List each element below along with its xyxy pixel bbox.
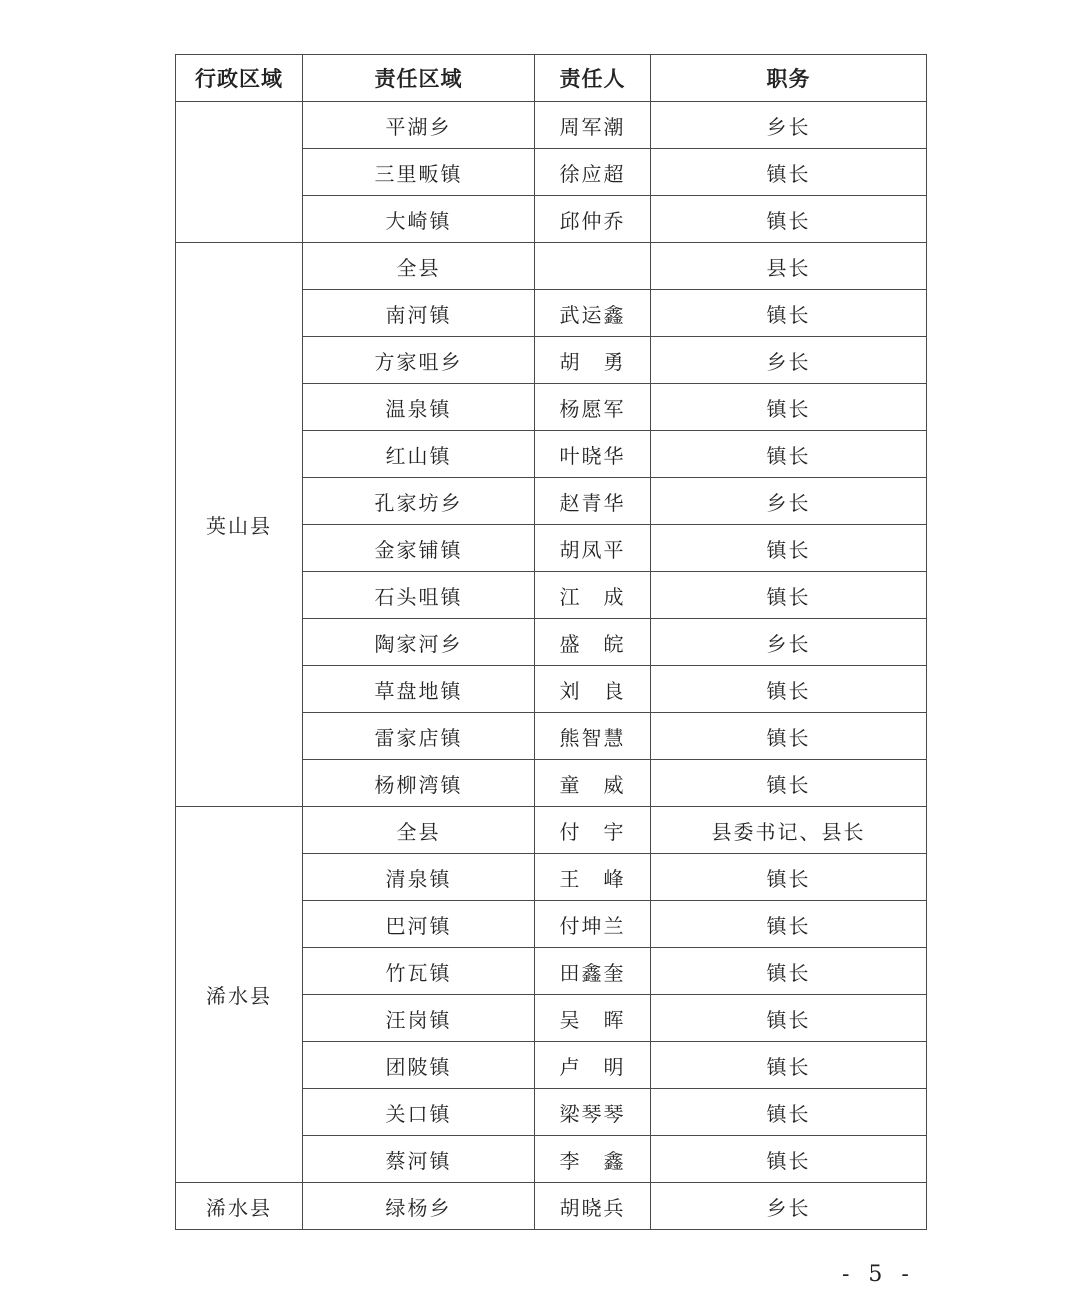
area-cell: 大崎镇	[303, 196, 535, 243]
area-cell: 平湖乡	[303, 102, 535, 149]
title-cell: 镇长	[651, 1042, 927, 1089]
person-cell: 付坤兰	[535, 901, 651, 948]
title-cell: 镇长	[651, 149, 927, 196]
title-cell: 镇长	[651, 901, 927, 948]
table-header-row	[176, 55, 927, 102]
title-cell: 乡长	[651, 337, 927, 384]
table-row	[176, 243, 927, 290]
title-cell: 镇长	[651, 948, 927, 995]
title-cell: 乡长	[651, 619, 927, 666]
area-cell: 关口镇	[303, 1089, 535, 1136]
area-cell: 巴河镇	[303, 901, 535, 948]
person-cell: 付 宇	[535, 807, 651, 854]
title-cell: 县长	[651, 243, 927, 290]
page-number: - 5 -	[842, 1262, 915, 1287]
person-cell: 江 成	[535, 572, 651, 619]
region-cell: 浠水县	[176, 807, 303, 1183]
person-cell: 卢 明	[535, 1042, 651, 1089]
person-cell: 叶晓华	[535, 431, 651, 478]
person-cell: 田鑫奎	[535, 948, 651, 995]
person-cell: 王 峰	[535, 854, 651, 901]
responsibility-table	[175, 54, 927, 1230]
person-cell: 胡晓兵	[535, 1183, 651, 1230]
title-cell: 镇长	[651, 666, 927, 713]
title-cell: 镇长	[651, 995, 927, 1042]
region-cell: 英山县	[176, 243, 303, 807]
area-cell: 雷家店镇	[303, 713, 535, 760]
person-cell: 童 威	[535, 760, 651, 807]
title-cell: 镇长	[651, 713, 927, 760]
area-cell: 全县	[303, 243, 535, 290]
area-cell: 红山镇	[303, 431, 535, 478]
person-cell: 徐应超	[535, 149, 651, 196]
area-cell: 杨柳湾镇	[303, 760, 535, 807]
person-cell: 梁琴琴	[535, 1089, 651, 1136]
region-cell: 浠水县	[176, 1183, 303, 1230]
area-cell: 团陂镇	[303, 1042, 535, 1089]
area-cell: 绿杨乡	[303, 1183, 535, 1230]
area-cell: 孔家坊乡	[303, 478, 535, 525]
header-area: 责任区域	[303, 55, 535, 102]
area-cell: 南河镇	[303, 290, 535, 337]
title-cell: 镇长	[651, 196, 927, 243]
title-cell: 镇长	[651, 431, 927, 478]
area-cell: 温泉镇	[303, 384, 535, 431]
area-cell: 蔡河镇	[303, 1136, 535, 1183]
region-cell	[176, 102, 303, 243]
area-cell: 竹瓦镇	[303, 948, 535, 995]
title-cell: 镇长	[651, 1136, 927, 1183]
table-body	[176, 102, 927, 1230]
area-cell: 清泉镇	[303, 854, 535, 901]
person-cell: 熊智慧	[535, 713, 651, 760]
area-cell: 汪岗镇	[303, 995, 535, 1042]
title-cell: 镇长	[651, 760, 927, 807]
header-region: 行政区域	[176, 55, 303, 102]
person-cell: 李 鑫	[535, 1136, 651, 1183]
person-cell	[535, 243, 651, 290]
title-cell: 乡长	[651, 1183, 927, 1230]
person-cell: 赵青华	[535, 478, 651, 525]
title-cell: 镇长	[651, 384, 927, 431]
title-cell: 镇长	[651, 525, 927, 572]
person-cell: 胡凤平	[535, 525, 651, 572]
header-title: 职务	[651, 55, 927, 102]
area-cell: 草盘地镇	[303, 666, 535, 713]
title-cell: 镇长	[651, 854, 927, 901]
title-cell: 乡长	[651, 102, 927, 149]
person-cell: 刘 良	[535, 666, 651, 713]
title-cell: 镇长	[651, 572, 927, 619]
area-cell: 方家咀乡	[303, 337, 535, 384]
person-cell: 胡 勇	[535, 337, 651, 384]
person-cell: 周军潮	[535, 102, 651, 149]
header-person: 责任人	[535, 55, 651, 102]
title-cell: 镇长	[651, 1089, 927, 1136]
person-cell: 武运鑫	[535, 290, 651, 337]
person-cell: 杨愿军	[535, 384, 651, 431]
area-cell: 三里畈镇	[303, 149, 535, 196]
title-cell: 县委书记、县长	[651, 807, 927, 854]
area-cell: 金家铺镇	[303, 525, 535, 572]
person-cell: 邱仲乔	[535, 196, 651, 243]
table-row	[176, 102, 927, 149]
title-cell: 乡长	[651, 478, 927, 525]
table-row	[176, 807, 927, 854]
area-cell: 全县	[303, 807, 535, 854]
area-cell: 陶家河乡	[303, 619, 535, 666]
person-cell: 吴 晖	[535, 995, 651, 1042]
table-row	[176, 1183, 927, 1230]
title-cell: 镇长	[651, 290, 927, 337]
person-cell: 盛 皖	[535, 619, 651, 666]
area-cell: 石头咀镇	[303, 572, 535, 619]
